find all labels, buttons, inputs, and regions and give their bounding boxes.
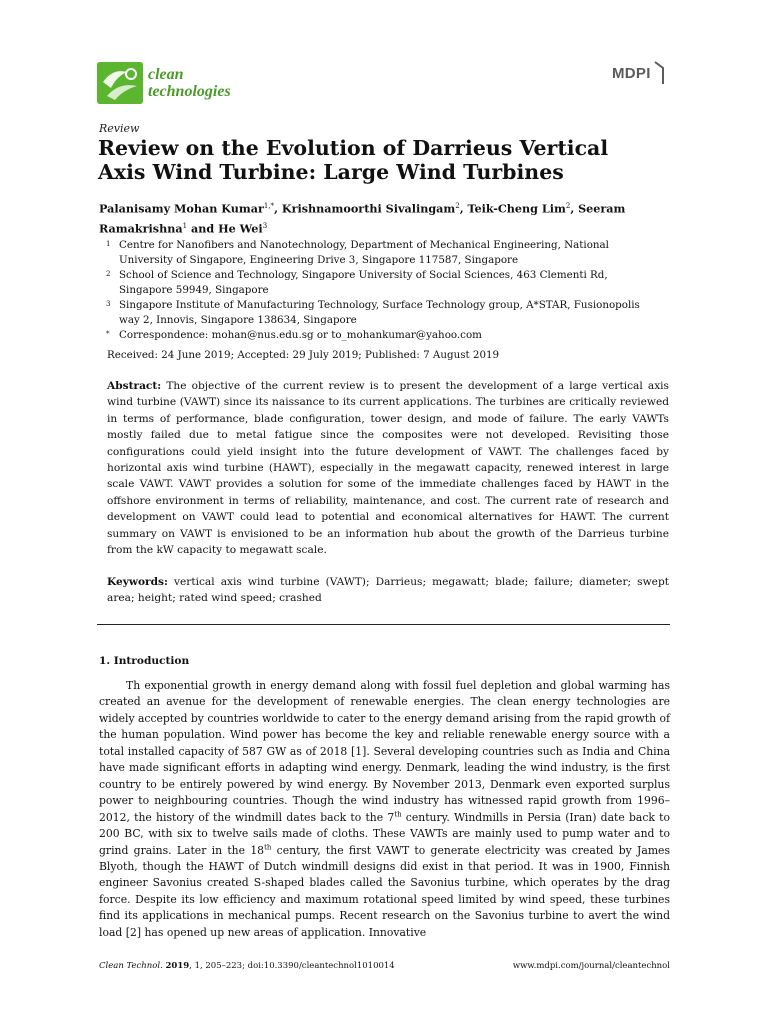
superscript: th	[264, 842, 272, 851]
citation-details: , 1, 205–223; doi:10.3390/cleantechnol1010014	[189, 961, 395, 971]
abstract-text: The objective of the current review is to present the development of a large vertical axis wind turbine (VAWT) since its naissance to its current applications. The turbines are critically reviewed in terms of performance, blade configuration, tower design, and mode of failure. The early VAWTs mostly failed due to metal fatigue since the composites were not developed. Revisiting those configurations could yield insight into the future development of VAWT. The challenges faced by horizontal axis wind turbine (HAWT), especially in the megawatt capacity, renewed interest in large scale VAWT. VAWT provides a solution for some of the immediate challenges faced by HAWT in the offshore environment in terms of reliability, maintenance, and cost. The current rate of research and development on VAWT could lead to potential and economical alternatives for HAWT. The current summary on VAWT is envisioned to be an information hub about the growth of the Darrieus turbine from the kW capacity to megawatt scale.	[107, 380, 669, 557]
section-heading: 1. Introduction	[99, 655, 190, 667]
body-text-part: century. Windmills in Persia (Iran) date back to 200 BC, with six to twelve sails made of cloths. These VAWTs are mainly used to pump water and to grind grains. Later in the 18	[99, 810, 670, 857]
affiliation-text: Centre for Nanofibers and Nanotechnology, Department of Mechanical Engineering, National University of Singapore, Engineering Drive 3, Singapore 117587, Singapore	[119, 239, 609, 266]
abstract-label: Abstract:	[107, 380, 162, 392]
author-name: and He Wei	[187, 221, 263, 236]
affiliation-number: 1	[106, 240, 111, 248]
affiliation-number: 2	[106, 270, 111, 278]
mdpi-bracket-icon	[653, 60, 667, 86]
publisher-logo	[612, 60, 667, 86]
author-affiliation-mark: 1	[182, 221, 188, 230]
author-affiliation-mark: 2	[455, 202, 460, 210]
affiliation-text: School of Science and Technology, Singapore University of Social Sciences, 463 Clementi Rd, Singapore 59949, Singapore	[119, 269, 608, 296]
journal-logo	[97, 62, 231, 104]
body-text-part: Th exponential growth in energy demand along with fossil fuel depletion and global warming has created an avenue for the development of renewable energies. The clean energy technologies are widely accepted by countries worldwide to cater to the energy demand arising from the rapid growth of the human population. Wind power has become the key and reliable renewable energy source with a total installed capacity of 587 GW as of 2018 [1]. Several developing countries such as India and China have made significant efforts in adapting wind energy. Denmark, leading the wind industry, is the first country to be entirely powered by wind energy. By November 2013, Denmark even exported surplus power to neighbouring countries. Though the wind industry has witnessed rapid growth from 1996–2012, the history of the windmill dates back to the 7	[99, 679, 670, 824]
journal-url[interactable]: www.mdpi.com/journal/cleantechnol	[512, 961, 670, 971]
journal-name-line2: technologies	[148, 83, 231, 100]
superscript: th	[394, 810, 402, 819]
publisher-name: MDPI	[612, 64, 651, 82]
article-type: Review	[99, 122, 140, 135]
keywords	[107, 574, 669, 607]
correspondence	[99, 328, 659, 343]
author-name: , Teik-Cheng Lim	[459, 201, 566, 216]
journal-abbreviation: Clean Technol.	[99, 961, 163, 971]
clean-technologies-icon	[97, 62, 143, 104]
affiliation-item	[99, 238, 659, 268]
keywords-label: Keywords:	[107, 576, 168, 588]
affiliations	[99, 238, 659, 343]
affiliation-text: Singapore Institute of Manufacturing Technology, Surface Technology group, A*STAR, Fusionopolis way 2, Innovis, Singapore 138634, Singapore	[119, 299, 640, 326]
author-name: , Krishnamoorthi Sivalingam	[274, 201, 456, 216]
publication-dates: Received: 24 June 2019; Accepted: 29 July 2019; Published: 7 August 2019	[107, 349, 500, 361]
journal-name	[148, 66, 231, 100]
footer-year: 2019	[165, 961, 190, 971]
author-affiliation-mark: 1,*	[263, 202, 275, 210]
author-affiliation-mark: 3	[262, 221, 268, 230]
correspondence-mark: *	[106, 330, 110, 338]
abstract	[107, 378, 669, 558]
article-title: Review on the Evolution of Darrieus Vertical Axis Wind Turbine: Large Wind Turbines	[98, 136, 609, 184]
affiliation-item	[99, 268, 659, 298]
author-name: Palanisamy Mohan Kumar	[99, 201, 264, 216]
body-paragraph	[99, 678, 670, 941]
body-text-part: century, the first VAWT to generate electricity was created by James Blyoth, though the HAWT of Dutch windmill designs did exist in that period. It was in 1900, Finnish engineer Savonius created S-shaped blades called the Savonius turbine, which operates by the drag force. Despite its low efficiency and maximum rotational speed limited by wind speed, these turbines find its applications in mechanical pumps. Recent research on the Savonius turbine to avert the wind load [2] has opened up new areas of application. Innovative	[99, 843, 670, 939]
correspondence-text: Correspondence: mohan@nus.edu.sg or to_mohankumar@yahoo.com	[119, 329, 482, 341]
footer-citation	[99, 961, 395, 971]
keywords-text: vertical axis wind turbine (VAWT); Darrieus; megawatt; blade; failure; diameter; swept area; height; rated wind speed; crashed	[107, 576, 669, 605]
author-affiliation-mark: 2	[565, 202, 571, 210]
section-divider	[97, 624, 670, 625]
author-name: , Seeram Ramakrishna	[99, 201, 626, 236]
affiliation-number: 3	[106, 300, 111, 308]
journal-name-line1: clean	[148, 66, 184, 83]
affiliation-item	[99, 298, 659, 328]
author-list	[99, 198, 659, 237]
